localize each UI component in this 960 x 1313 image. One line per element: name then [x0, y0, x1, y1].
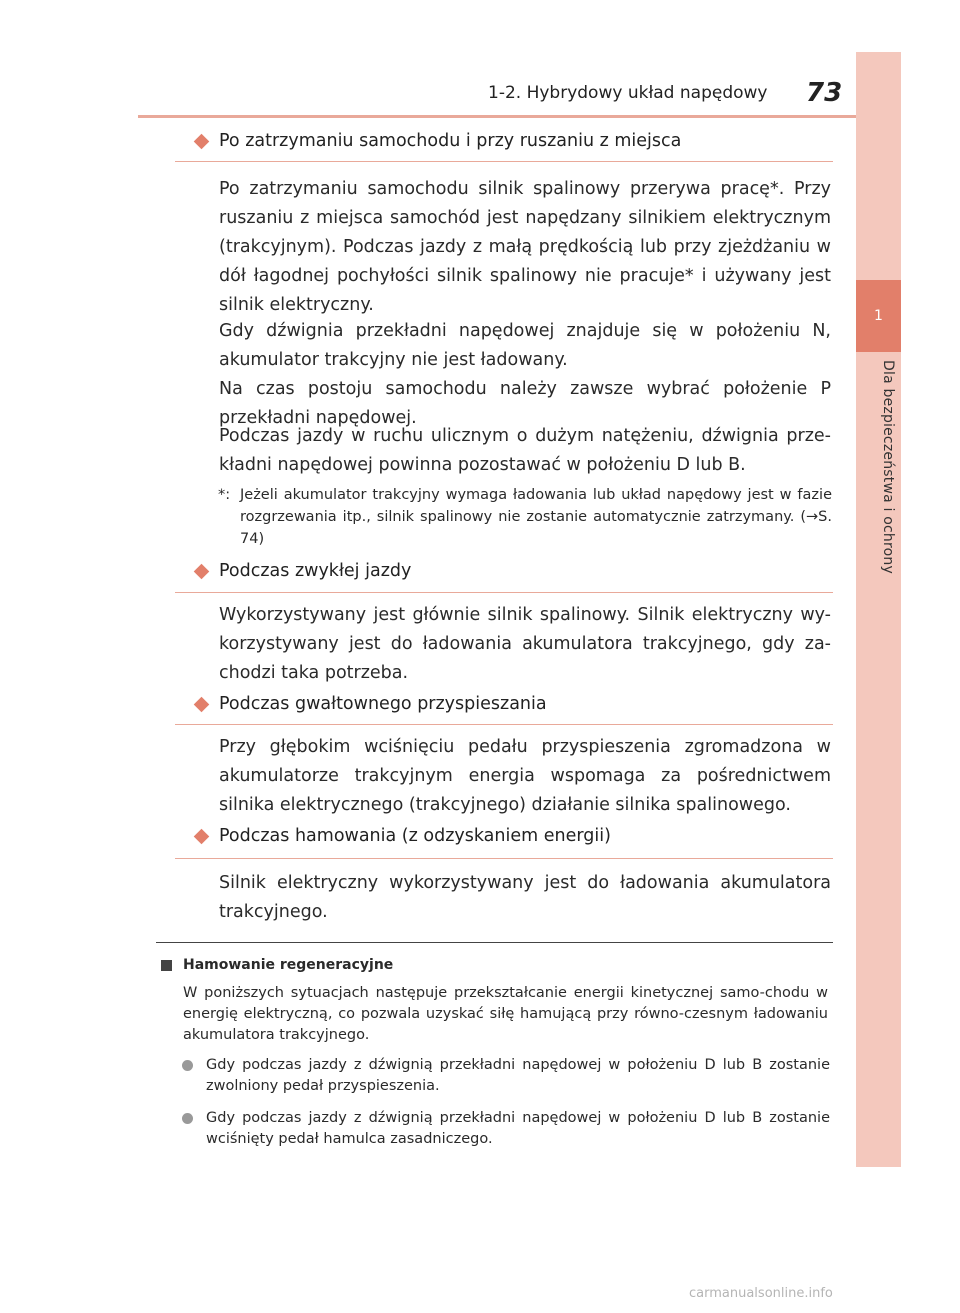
paragraph: Gdy dźwignia przekładni napędowej znajduje się w położeniu N, akumulator trakcyjny nie jest ładowany.	[219, 321, 831, 370]
bullet-icon	[182, 1060, 193, 1071]
paragraph: Silnik elektryczny wykorzystywany jest do ładowania akumulatora trakcyjnego.	[219, 873, 831, 922]
note-divider	[156, 942, 833, 943]
bullet-icon	[182, 1113, 193, 1124]
footnote-mark: *:	[218, 487, 231, 503]
header-rule	[138, 115, 856, 118]
list-item: Gdy podczas jazdy z dźwignią przekładni napędowej w położeniu D lub B zostanie zwolniony pedał przyspieszenia.	[182, 1055, 830, 1097]
page-number: 73	[806, 78, 843, 108]
list-item: Gdy podczas jazdy z dźwignią przekładni napędowej w położeniu D lub B zostanie wciśnięty pedał hamulca zasadniczego.	[182, 1108, 830, 1150]
diamond-icon	[194, 563, 210, 579]
section-rule	[175, 161, 833, 162]
watermark: carmanualsonline.info	[689, 1286, 833, 1301]
paragraph: Przy głębokim wciśnięciu pedału przyspieszenia zgromadzona w akumulatorze trakcyjnym energia wspomaga za pośrednictwem silnika elektrycznego (trakcyjnego) działanie silnika spalinowego.	[219, 737, 831, 815]
section-heading: Podczas gwałtownego przyspieszania	[188, 694, 547, 714]
section-rule	[175, 858, 833, 859]
paragraph: Wykorzystywany jest głównie silnik spalinowy. Silnik elektryczny wy-korzystywany jest do ładowania akumulatora trakcyjnego, gdy za-chodzi taka potrzeba.	[219, 605, 831, 683]
diamond-icon	[194, 133, 210, 149]
paragraph: Na czas postoju samochodu należy zawsze wybrać położenie P przekładni napędowej.	[219, 379, 831, 428]
square-icon	[161, 960, 172, 971]
footnote-text: Jeżeli akumulator trakcyjny wymaga ładowania lub układ napędowy jest w fazie rozgrzewania itp., silnik spalinowy nie zostanie automatycznie zatrzymany. (→S. 74)	[240, 487, 832, 547]
section-heading: Po zatrzymaniu samochodu i przy ruszaniu z miejsca	[188, 131, 681, 151]
chapter-title: Dla bezpieczeństwa i ochrony	[880, 360, 896, 574]
diamond-icon	[194, 828, 210, 844]
section-rule	[175, 592, 833, 593]
chapter-number: 1	[856, 280, 901, 352]
diamond-icon	[194, 696, 210, 712]
footnote	[218, 484, 832, 550]
section-rule	[175, 724, 833, 725]
paragraph: Po zatrzymaniu samochodu silnik spalinowy przerywa pracę*. Przy ruszaniu z miejsca samochód jest napędzany silnikiem elektrycznym (trakcyjnym). Podczas jazdy z małą prędkością lub przy zjeżdżaniu w dół łagodnej pochyłości silnik spalinowy nie pracuje* i używany jest silnik elektryczny.	[219, 179, 831, 315]
note-heading: Hamowanie regeneracyjne	[161, 957, 393, 973]
note-body: W poniższych sytuacjach następuje przekształcanie energii kinetycznej samo-chodu w energię elektryczną, co pozwala uzyskać siłę hamującą przy równo-czesnym ładowaniu akumulatora trakcyjnego.	[183, 985, 828, 1043]
section-title: 1-2. Hybrydowy układ napędowy	[488, 83, 768, 103]
section-heading: Podczas hamowania (z odzyskaniem energii)	[188, 826, 611, 846]
section-heading: Podczas zwykłej jazdy	[188, 561, 411, 581]
paragraph: Podczas jazdy w ruchu ulicznym o dużym natężeniu, dźwignia prze-kładni napędowej powinna pozostawać w położeniu D lub B.	[219, 426, 831, 475]
